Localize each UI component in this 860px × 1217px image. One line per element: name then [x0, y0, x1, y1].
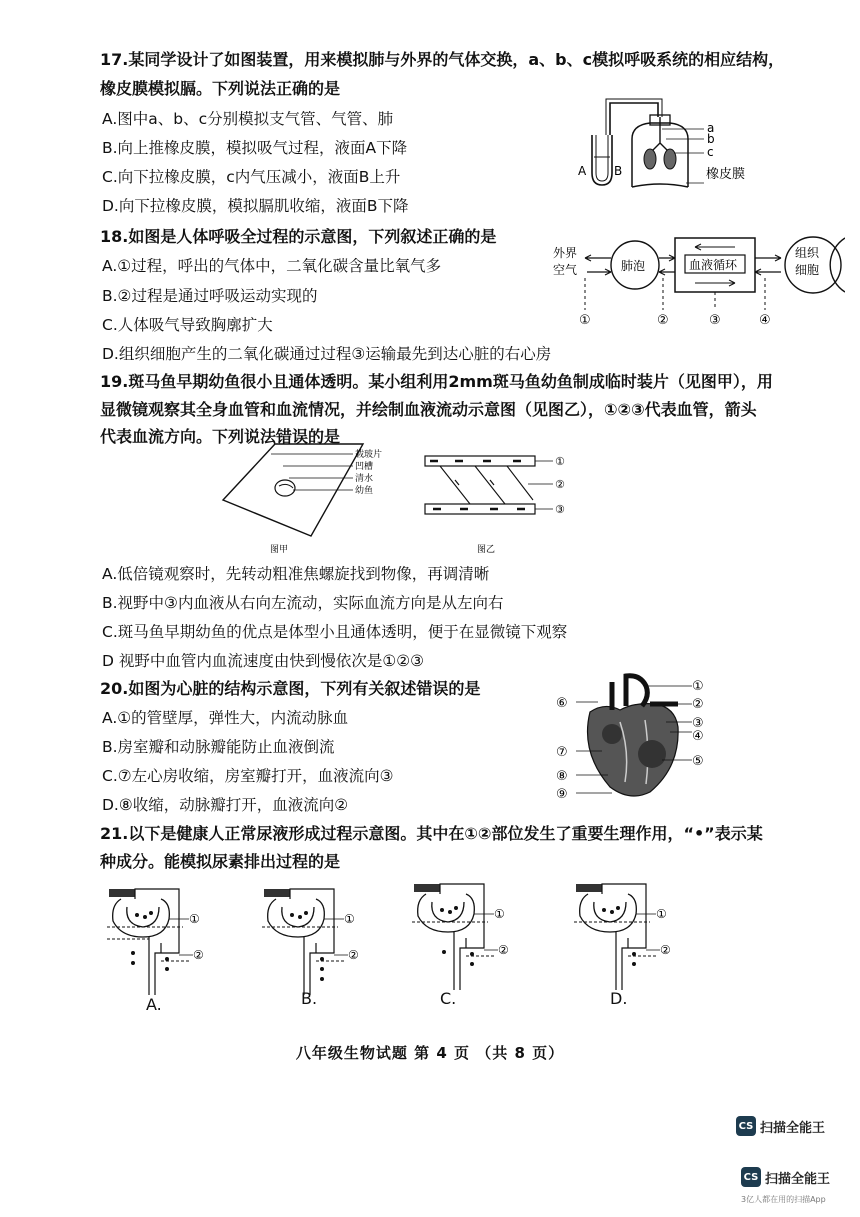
q21-a-mark-1: ① [189, 912, 200, 926]
q17-option-d: D.向下拉橡皮膜，模拟膈肌收缩，液面B下降 [102, 197, 409, 215]
q21-stem-line2: 种成分。能模拟尿素排出过程的是 [100, 852, 341, 871]
q21-choice-a: A. [146, 995, 162, 1014]
q20-option-d: D.⑧收缩，动脉瓣打开，血液流向② [102, 796, 349, 814]
q17-label-a: a [707, 121, 715, 135]
q18-alveoli: 肺泡 [621, 259, 646, 273]
q18-cell-top: 组织 [795, 246, 820, 260]
scanner-tagline: 3亿人都在用的扫描App [741, 1195, 826, 1204]
q19-stem-line2: 显微镜观察其全身血管和血流情况，并绘制血液流动示意图（见图乙），①②③代表血管，箭头 [100, 400, 757, 419]
q21-nephron-c [408, 880, 518, 1005]
q21-choice-d: D. [610, 989, 628, 1008]
scanner-logo-icon: CS [741, 1167, 761, 1187]
q17-option-b: B.向上推橡皮膜，模拟吸气过程，液面A下降 [102, 139, 408, 157]
q17-lung-model-figure [570, 95, 770, 195]
q18-air-top: 外界 [553, 246, 578, 260]
q18-circulation: 血液循环 [689, 258, 738, 272]
q19-vessel-3: ③ [555, 503, 565, 516]
q21-c-mark-2: ② [498, 943, 509, 957]
q21-nephron-a [103, 885, 213, 1010]
q19-stem-line3: 代表血流方向。下列说法错误的是 [100, 427, 341, 446]
q19-label-slide: 载玻片 [355, 450, 383, 460]
q21-stem-line1: 21.以下是健康人正常尿液形成过程示意图。其中在①②部位发生了重要生理作用，“•”表示某 [100, 824, 763, 843]
q20-label-8: ⑧ [556, 769, 568, 784]
q19-caption-a: 图甲 [270, 545, 289, 555]
q18-step-2: ② [657, 313, 669, 328]
q20-label-2: ② [692, 697, 704, 712]
q19-label-water: 清水 [355, 474, 374, 484]
q20-option-c: C.⑦左心房收缩，房室瓣打开，血液流向③ [102, 767, 394, 785]
q17-label-b: b [707, 132, 715, 146]
q21-d-mark-1: ① [656, 907, 667, 921]
q17-option-a: A.图中a、b、c分别模拟支气管、气管、肺 [102, 110, 394, 128]
q18-stem: 18.如图是人体呼吸全过程的示意图，下列叙述正确的是 [100, 227, 497, 246]
scanner-watermark-1 [736, 1116, 825, 1136]
q18-respiration-figure [545, 232, 845, 332]
q17-label-A: A [578, 164, 587, 178]
q18-option-b: B.②过程是通过呼吸运动实现的 [102, 287, 318, 305]
q18-step-4: ④ [759, 313, 771, 328]
q19-option-b: B.视野中③内血液从右向左流动，实际血流方向是从左向右 [102, 594, 504, 612]
q20-label-7: ⑦ [556, 745, 568, 760]
scanner-name: 扫描全能王 [765, 1171, 831, 1187]
q20-label-9: ⑨ [556, 787, 568, 802]
page-footer: 八年级生物试题 第 4 页 （共 8 页） [295, 1044, 565, 1062]
scanner-name: 扫描全能王 [760, 1120, 826, 1136]
q17-stem-line1: 17.某同学设计了如图装置，用来模拟肺与外界的气体交换，a、b、c模拟呼吸系统的相应结构， [100, 50, 785, 69]
q21-b-mark-1: ① [344, 912, 355, 926]
scanner-logo-icon: CS [736, 1116, 756, 1136]
q21-a-mark-2: ② [193, 948, 204, 962]
q20-stem: 20.如图为心脏的结构示意图，下列有关叙述错误的是 [100, 679, 481, 698]
q18-option-a: A.①过程，呼出的气体中，二氧化碳含量比氧气多 [102, 257, 442, 275]
q21-choice-c: C. [440, 989, 457, 1008]
q17-stem-line2: 橡皮膜模拟膈。下列说法正确的是 [100, 79, 341, 98]
q21-choice-b: B. [301, 989, 318, 1008]
q20-option-a: A.①的管壁厚，弹性大，内流动脉血 [102, 709, 349, 727]
q19-option-d: D 视野中血管内血流速度由快到慢依次是①②③ [102, 652, 425, 670]
q17-label-membrane: 橡皮膜 [706, 167, 746, 182]
q20-heart-figure [550, 672, 720, 807]
q18-step-3: ③ [709, 313, 721, 328]
q20-label-6: ⑥ [556, 696, 568, 711]
q19-vessel-1: ① [555, 455, 565, 468]
q21-b-mark-2: ② [348, 948, 359, 962]
q20-label-5: ⑤ [692, 754, 704, 769]
q18-air-bottom: 空气 [553, 263, 578, 277]
q19-option-a: A.低倍镜观察时，先转动粗准焦螺旋找到物像，再调清晰 [102, 565, 490, 583]
q17-label-B: B [614, 164, 623, 178]
q21-nephron-d [570, 880, 680, 1005]
q19-label-fish: 幼鱼 [355, 486, 374, 496]
q19-label-groove: 凹槽 [355, 462, 374, 472]
scanner-watermark-2 [741, 1167, 830, 1187]
q21-c-mark-1: ① [494, 907, 505, 921]
q17-label-c: c [707, 145, 714, 159]
q19-option-c: C.斑马鱼早期幼鱼的优点是体型小且通体透明，便于在显微镜下观察 [102, 623, 568, 641]
q17-option-c: C.向下拉橡皮膜，c内气压减小，液面B上升 [102, 168, 401, 186]
q19-zebrafish-figure [215, 440, 595, 560]
q18-option-d: D.组织细胞产生的二氧化碳通过过程③运输最先到达心脏的右心房 [102, 345, 552, 363]
q18-option-c: C.人体吸气导致胸廓扩大 [102, 316, 273, 334]
q20-label-3: ③ [692, 716, 704, 731]
q18-step-1: ① [579, 313, 591, 328]
q20-label-1: ① [692, 679, 704, 694]
q19-stem-line1: 19.斑马鱼早期幼鱼很小且通体透明。某小组利用2mm斑马鱼幼鱼制成临时装片（见图甲），用 [100, 372, 773, 391]
q19-vessel-2: ② [555, 478, 565, 491]
q21-d-mark-2: ② [660, 943, 671, 957]
q18-cell-bottom: 细胞 [795, 263, 820, 277]
q19-caption-b: 图乙 [477, 545, 496, 555]
q20-option-b: B.房室瓣和动脉瓣能防止血液倒流 [102, 738, 335, 756]
q20-label-4: ④ [692, 729, 704, 744]
